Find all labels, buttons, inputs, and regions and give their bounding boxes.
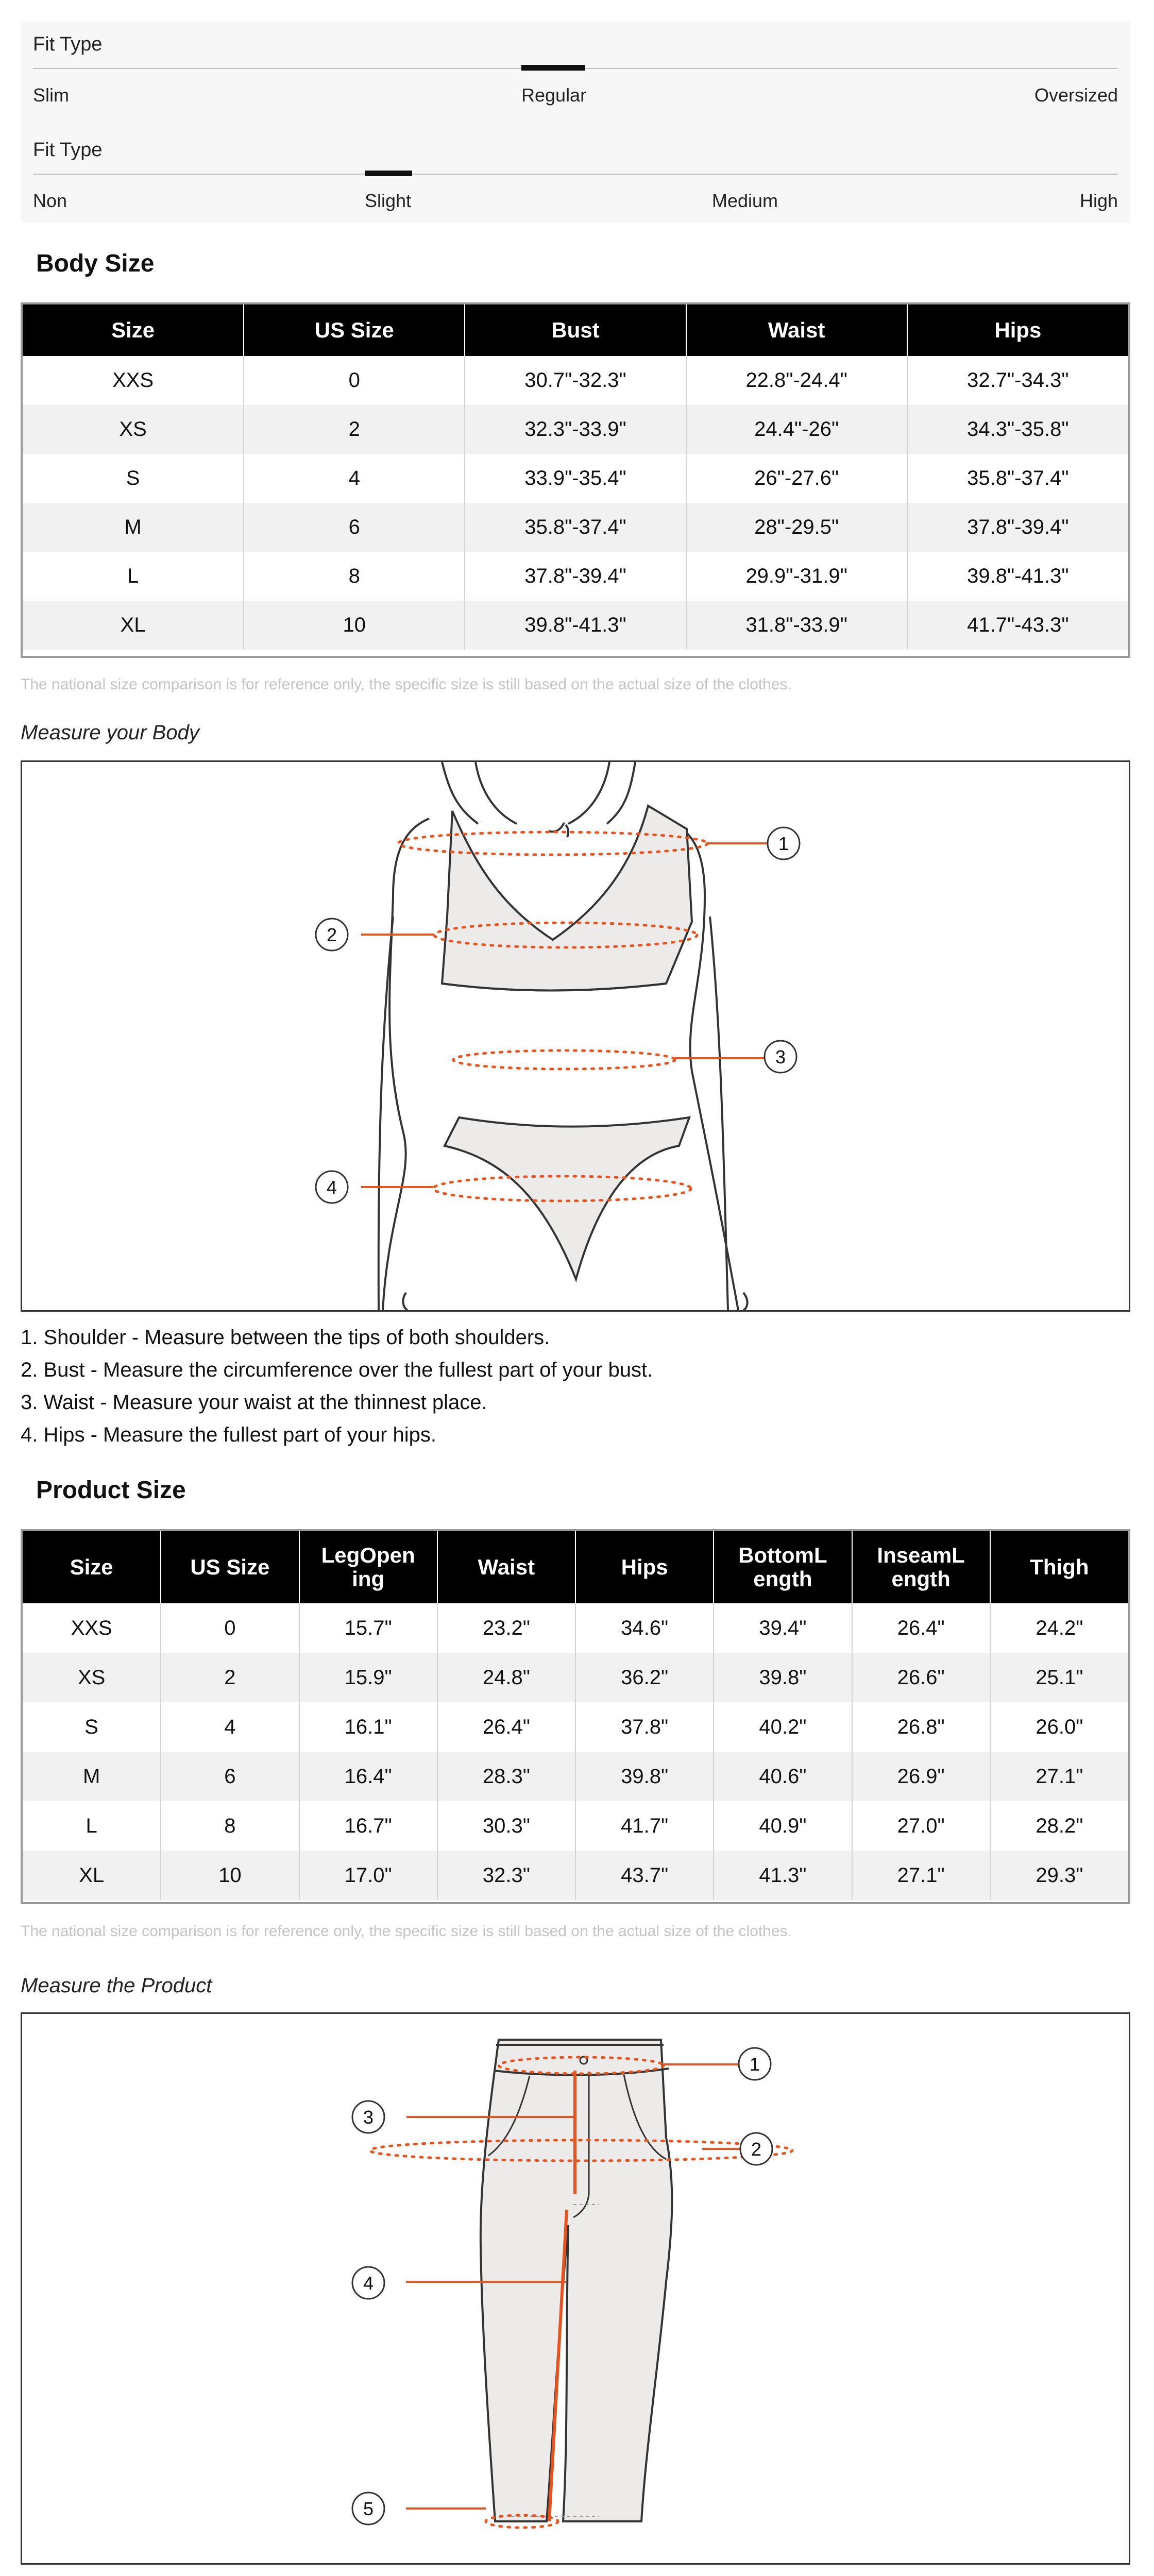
table-cell: 39.8": [714, 1653, 852, 1702]
marker-1: 1: [749, 2054, 760, 2075]
table-cell: 30.7"-32.3": [465, 356, 686, 405]
table-cell: 30.3": [437, 1801, 575, 1851]
table-cell: 0: [161, 1603, 299, 1653]
table-cell: 40.2": [714, 1702, 852, 1752]
table-row: [23, 454, 1128, 503]
table-cell: 28.3": [437, 1752, 575, 1801]
table-cell: 26"-27.6": [686, 454, 907, 503]
stretch-label-high: High: [1079, 190, 1118, 211]
column-header: LegOpen ing: [299, 1531, 437, 1603]
table-cell: L: [86, 1814, 97, 1837]
table-cell: 16.7": [299, 1801, 437, 1851]
table-cell: XS: [23, 405, 244, 454]
table-cell: 26.4": [852, 1603, 990, 1653]
table-cell: 15.9": [299, 1653, 437, 1702]
instruction-item: 3. Waist - Measure your waist at the thinnest place.: [21, 1391, 487, 1414]
table-cell: 23.2": [437, 1603, 575, 1653]
stretch-label-medium: Medium: [712, 190, 778, 211]
table-cell: 26.6": [852, 1653, 990, 1702]
table-cell: 26.8": [852, 1702, 990, 1752]
table-cell: 6: [161, 1752, 299, 1801]
table-cell: 16.4": [299, 1752, 437, 1801]
column-header: Waist: [437, 1531, 575, 1603]
table-cell: 40.6": [714, 1752, 852, 1801]
table-cell: XS: [23, 1653, 161, 1702]
table-row: [23, 1603, 1128, 1653]
table-cell: 39.8"-41.3": [907, 552, 1128, 601]
column-header: Size: [23, 1531, 161, 1603]
table-cell: 36.2": [575, 1653, 714, 1702]
table-cell: 31.8"-33.9": [686, 601, 907, 650]
table-cell: 32.3"-33.9": [465, 405, 686, 454]
table-cell: 37.8"-39.4": [465, 552, 686, 601]
table-header-row: [23, 304, 1128, 356]
measure-product-title: Measure the Product: [21, 1974, 212, 1997]
stretch-type-track: [33, 174, 1118, 175]
marker-1: 1: [778, 833, 789, 854]
table-cell: 34.3"-35.8": [907, 405, 1128, 454]
table-cell: 27.1": [852, 1851, 990, 1900]
table-cell: 37.8": [575, 1702, 714, 1752]
table-cell: 41.3": [714, 1851, 852, 1900]
stretch-type-row: [21, 126, 1130, 219]
table-cell: 27.0": [852, 1801, 990, 1851]
table-cell: M: [23, 503, 244, 552]
product-measure-figure: [21, 2012, 1130, 2565]
marker-4: 4: [326, 1177, 337, 1198]
table-cell: 34.6": [575, 1603, 714, 1653]
marker-4: 4: [363, 2273, 374, 2294]
table-cell: 15.7": [299, 1603, 437, 1653]
column-header: Hips: [907, 304, 1128, 356]
table-cell: 6: [244, 503, 465, 552]
table-cell: 2: [244, 405, 465, 454]
fit-label-slim: Slim: [33, 84, 69, 106]
marker-2: 2: [326, 924, 337, 945]
body-size-table: [21, 302, 1130, 658]
table-cell: XXS: [71, 1616, 112, 1639]
marker-2: 2: [751, 2139, 762, 2160]
table-row: [23, 503, 1128, 552]
table-row: [23, 601, 1128, 650]
product-size-table: [21, 1529, 1130, 1904]
marker-3: 3: [363, 2107, 374, 2128]
table-row: [23, 356, 1128, 405]
measure-body-title: Measure your Body: [21, 721, 199, 744]
body-size-heading: Body Size: [36, 250, 155, 277]
table-cell: 8: [244, 552, 465, 601]
table-cell: 32.7"-34.3": [907, 356, 1128, 405]
table-cell: M: [23, 1752, 161, 1801]
column-header: Size: [23, 304, 244, 356]
table-cell: 28"-29.5": [686, 503, 907, 552]
column-header: US Size: [161, 1531, 299, 1603]
stretch-label-non: Non: [33, 190, 67, 211]
table-cell: XXS: [112, 369, 154, 392]
table-cell: 26.9": [852, 1752, 990, 1801]
table-row: [23, 1653, 1128, 1702]
table-cell: 28.2": [990, 1801, 1128, 1851]
table-cell: 39.8"-41.3": [465, 601, 686, 650]
size-reference-note: The national size comparison is for reference only, the specific size is still based on the actual size of the clothes.: [21, 676, 792, 693]
fit-type-row: [21, 21, 1130, 113]
column-header: US Size: [244, 304, 465, 356]
fit-type-title: Fit Type: [33, 33, 103, 55]
marker-5: 5: [363, 2498, 374, 2519]
body-illustration: [22, 762, 1129, 1310]
table-cell: 25.1": [990, 1653, 1128, 1702]
size-reference-note: The national size comparison is for reference only, the specific size is still based on the actual size of the clothes.: [21, 1923, 792, 1940]
table-cell: 40.9": [714, 1801, 852, 1851]
table-cell: 8: [161, 1801, 299, 1851]
table-cell: 24.4"-26": [686, 405, 907, 454]
instruction-item: 1. Shoulder - Measure between the tips of both shoulders.: [21, 1326, 550, 1349]
table-cell: 35.8"-37.4": [907, 454, 1128, 503]
stretch-type-title: Fit Type: [33, 139, 103, 161]
fit-type-selected-marker: [521, 65, 585, 71]
table-cell: XL: [23, 601, 244, 650]
fit-type-labels: [33, 84, 1118, 110]
column-header: InseamL ength: [852, 1531, 990, 1603]
table-cell: 37.8"-39.4": [907, 503, 1128, 552]
column-header: BottomL ength: [714, 1531, 852, 1603]
table-row: [23, 1801, 1128, 1851]
table-cell: XL: [23, 1851, 161, 1900]
table-cell: 16.1": [299, 1702, 437, 1752]
table-cell: S: [84, 1715, 98, 1738]
marker-3: 3: [775, 1046, 786, 1067]
stretch-type-selected-marker: [365, 171, 412, 176]
table-cell: 33.9"-35.4": [465, 454, 686, 503]
column-header: Hips: [575, 1531, 714, 1603]
column-header: Thigh: [990, 1531, 1128, 1603]
product-size-heading: Product Size: [36, 1477, 186, 1504]
table-row: [23, 1851, 1128, 1900]
stretch-label-slight: Slight: [365, 190, 412, 211]
table-row: [23, 1752, 1128, 1801]
table-row: [23, 552, 1128, 601]
table-cell: 24.8": [437, 1653, 575, 1702]
table-cell: 26.0": [990, 1702, 1128, 1752]
stretch-type-labels: [33, 190, 1118, 216]
fit-label-regular: Regular: [521, 84, 587, 106]
table-cell: 26.4": [437, 1702, 575, 1752]
pants-illustration: [22, 2014, 1129, 2563]
table-cell: 22.8"-24.4": [686, 356, 907, 405]
table-row: [23, 1702, 1128, 1752]
table-cell: L: [127, 565, 139, 587]
body-measure-instructions: [21, 1321, 1133, 1451]
table-cell: 29.9"-31.9": [686, 552, 907, 601]
table-cell: S: [126, 467, 140, 489]
table-cell: 10: [244, 601, 465, 650]
table-cell: 41.7": [575, 1801, 714, 1851]
table-cell: 10: [161, 1851, 299, 1900]
table-cell: 4: [244, 454, 465, 503]
table-cell: 29.3": [990, 1851, 1128, 1900]
fit-type-panel: [21, 21, 1130, 223]
table-cell: 24.2": [990, 1603, 1128, 1653]
body-measure-figure: [21, 760, 1130, 1312]
instruction-item: 4. Hips - Measure the fullest part of your hips.: [21, 1423, 437, 1446]
table-cell: 27.1": [990, 1752, 1128, 1801]
table-cell: 0: [244, 356, 465, 405]
table-cell: 17.0": [299, 1851, 437, 1900]
table-cell: 35.8"-37.4": [465, 503, 686, 552]
table-cell: 43.7": [575, 1851, 714, 1900]
fit-label-oversized: Oversized: [1034, 84, 1118, 106]
table-cell: 39.8": [575, 1752, 714, 1801]
column-header: Bust: [465, 304, 686, 356]
table-cell: 4: [161, 1702, 299, 1752]
instruction-item: 2. Bust - Measure the circumference over the fullest part of your bust.: [21, 1359, 653, 1381]
table-row: [23, 405, 1128, 454]
column-header: Waist: [686, 304, 907, 356]
table-cell: 41.7"-43.3": [907, 601, 1128, 650]
table-header-row: [23, 1531, 1128, 1603]
table-cell: 39.4": [714, 1603, 852, 1653]
table-cell: 2: [161, 1653, 299, 1702]
table-cell: 32.3": [437, 1851, 575, 1900]
